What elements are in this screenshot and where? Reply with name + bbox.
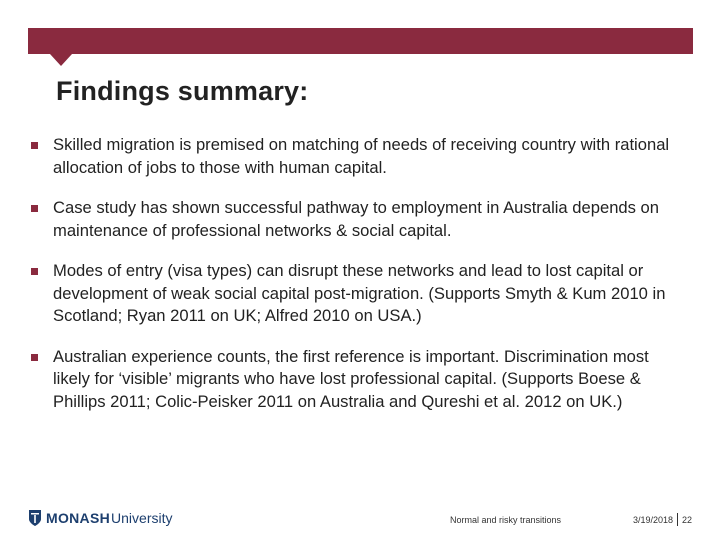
bullet-list [28, 134, 688, 431]
bullet-square-icon [31, 354, 38, 361]
bullet-item-3 [28, 260, 688, 328]
bullet-item-2 [28, 197, 688, 242]
bullet-square-icon [31, 268, 38, 275]
bullet-text: Australian experience counts, the first reference is important. Discrimination most likely for ‘visible’ migrants who have lost professional capital. (Supports Boese & Phillips 2011; Colic-Peisker 2011 on Australia and Qureshi et al. 2012 on UK.) [53, 346, 649, 411]
bullet-square-icon [31, 205, 38, 212]
footer-caption: Normal and risky transitions [450, 515, 562, 525]
footer-date: 3/19/2018 [633, 515, 674, 525]
bullet-text: Skilled migration is premised on matching of needs of receiving country with rational allocation of jobs to those with human capital. [53, 135, 670, 177]
logo-text-regular: University [111, 510, 173, 526]
bullet-text: Case study has shown successful pathway to employment in Australia depends on maintenance of professional networks & social capital. [53, 198, 660, 240]
monash-shield-icon [28, 509, 42, 527]
header-band [28, 28, 693, 54]
bullet-item-1 [28, 134, 688, 179]
header-notch [50, 54, 72, 66]
bullet-text: Modes of entry (visa types) can disrupt these networks and lead to lost capital or development of weak social capital post-migration. (Supports Smyth & Kum 2010 in Scotland; Ryan 2011 on UK; Alfred 2010 on USA.) [53, 261, 666, 325]
slide-title: Findings summary: [56, 76, 309, 106]
bullet-square-icon [31, 142, 38, 149]
footer-divider [677, 513, 678, 526]
page-number: 22 [682, 515, 693, 525]
logo-text-bold: MONASH [46, 510, 111, 526]
bullet-item-4 [28, 346, 688, 414]
monash-logo [28, 506, 173, 530]
